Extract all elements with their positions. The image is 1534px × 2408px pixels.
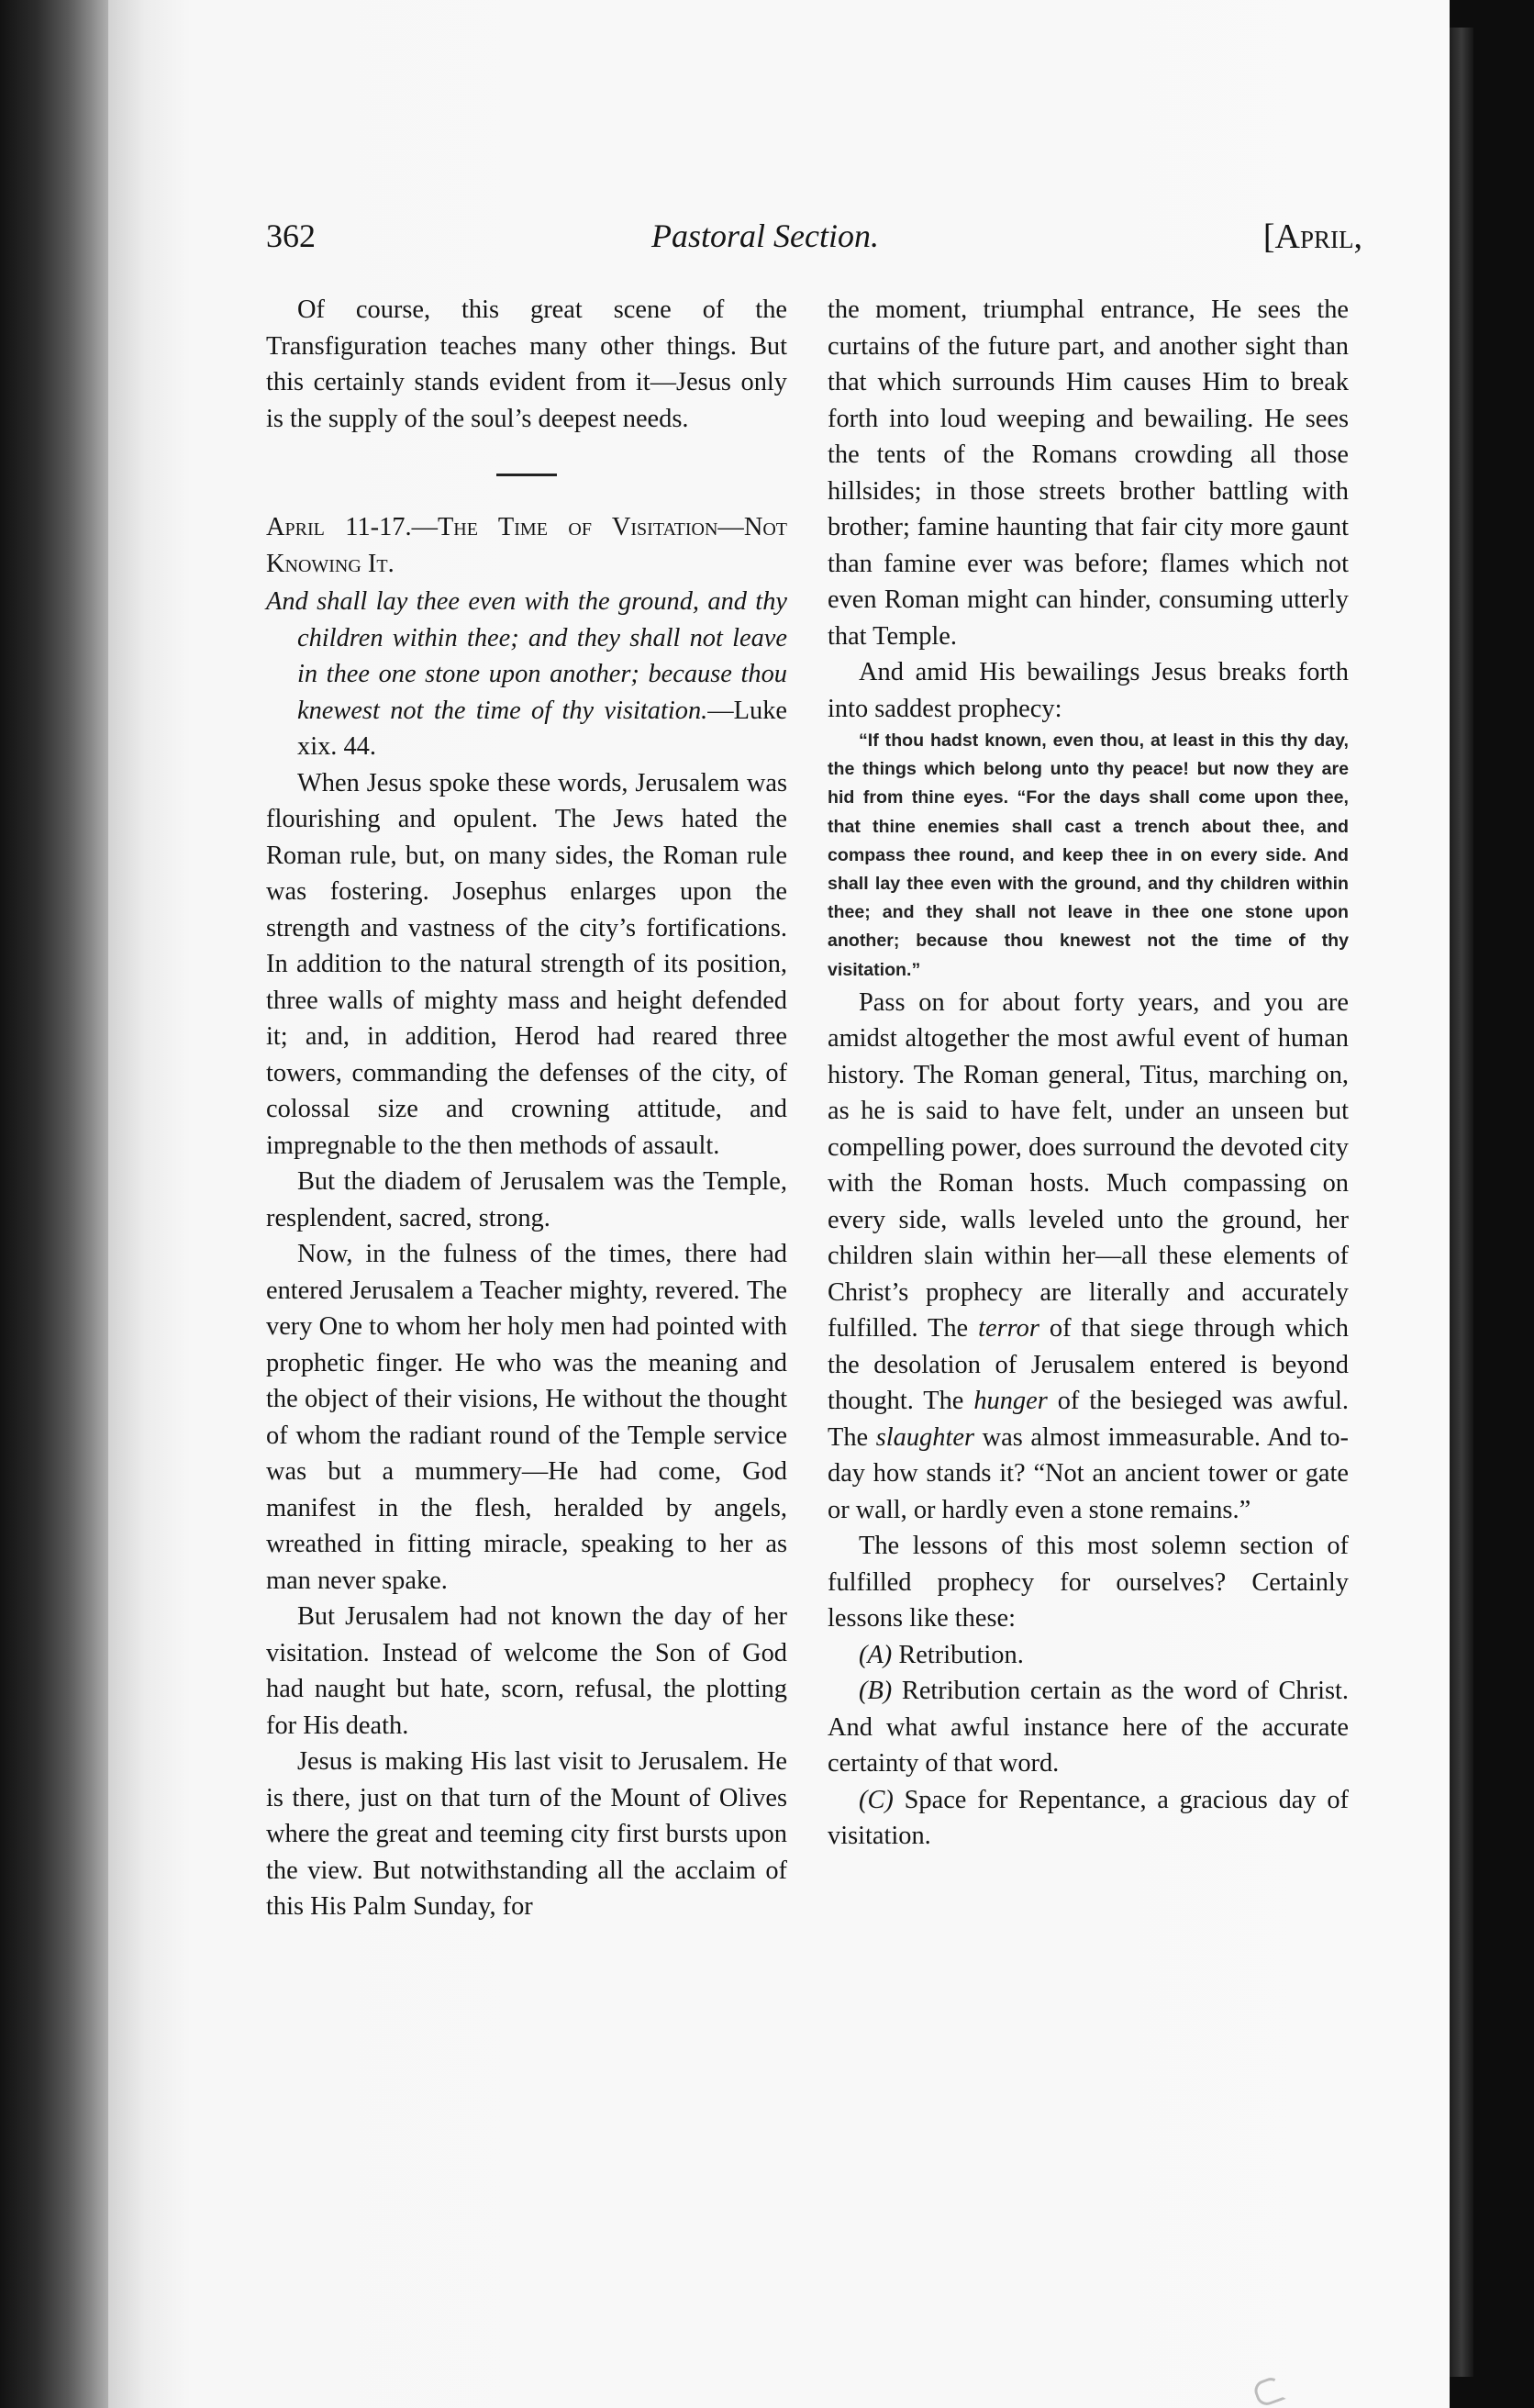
emphasis: terror (978, 1314, 1039, 1343)
lesson-label: (A) (859, 1640, 893, 1669)
paragraph: Now, in the fulness of the times, there had entered Jerusalem a Teacher mighty, revered. The very One to whom her holy men had pointed with prophetic finger. He who was the meaning and the object of their visions, He without the thought of whom the radiant round of the Temple service was but a mummery—He had come, God manifest in the flesh, heralded by angels, wreathed in fitting miracle, speaking to her as man never spake. (266, 1240, 787, 1595)
epigraph-reference: —Luke xix. 44. (297, 696, 787, 761)
text-run: of that siege through which the desolation of Jerusalem entered is beyond thought. The (828, 1314, 1350, 1416)
opening-paragraph: Of course, this great scene of the Transfiguration teaches many other things. But this certainly stands evident from it—Jesus only is the supply of the soul’s deepest needs. (266, 295, 787, 433)
right-column (828, 292, 1349, 1855)
paragraph: When Jesus spoke these words, Jerusalem was flourishing and opulent. The Jews hated the Roman rule, but, on many sides, the Roman rule was fostering. Josephus enlarges upon the strength and vastness of the city’s fortifications. In addition to the natural strength of its position, three walls of mighty mass and height defended it; and, in addition, Herod had reared three towers, commanding the defenses of the city, of colossal size and crowning attitude, and impregnable to the then methods of assault. (266, 768, 787, 1160)
section-divider (496, 474, 557, 476)
lesson-label: (C) (859, 1785, 894, 1814)
lesson-item (828, 1782, 1349, 1855)
paragraph (828, 985, 1349, 1529)
left-column (266, 292, 787, 1925)
lesson-label: (B) (859, 1677, 893, 1706)
text-run: was almost immeasurable. And to-day how stands it? “Not an ancient tower or gate or wall, or hardly even a stone remains.” (828, 1422, 1349, 1524)
section-title: Pastoral Section. (651, 217, 879, 254)
lesson-text: Retribution. (892, 1640, 1024, 1669)
lesson-item (828, 1637, 1349, 1674)
page-edge-shadow (1450, 28, 1473, 2377)
epigraph-text: And shall lay thee even with the ground, and thy children within thee; and they shall not leave in thee one stone upon another; because thou knewest not the time of thy visitation. (266, 587, 787, 725)
text-run: Pass on for about forty years, and you are amidst altogether the most awful event of human history. The Roman general, Titus, marching on, as he is said to have felt, under an unseen but compelling power, does surround the devoted city with the Roman hosts. Much compassing on every side, walls leveled unto the ground, her children slain within her—all these elements of Christ’s prophecy are literally and accurately fulfilled. The (828, 987, 1349, 1343)
page-number: 362 (266, 217, 316, 254)
epigraph (266, 584, 787, 765)
lesson-text: Space for Repentance, a gracious day of visitation. (828, 1785, 1349, 1851)
emphasis: slaughter (875, 1422, 974, 1452)
running-head (266, 217, 1362, 272)
paragraph: But Jerusalem had not known the day of her visitation. Instead of welcome the Son of God had naught but hate, scorn, refusal, the plotting for His death. (266, 1602, 787, 1740)
section-heading: April 11-17.—The Time of Visitation—Not Knowing It. (266, 513, 787, 578)
lesson-item (828, 1673, 1349, 1782)
paragraph: The lessons of this most solemn section of fulfilled prophecy for ourselves? Certainly lessons like these: (828, 1532, 1349, 1633)
book-spine (0, 0, 108, 2408)
lesson-text: Retribution certain as the word of Christ. And what awful instance here of the accurate certainty of that word. (828, 1677, 1349, 1778)
paragraph-continued: the moment, triumphal entrance, He sees the curtains of the future part, and another sight than that which surrounds Him causes Him to break forth into loud weeping and bewailing. He sees the tents of the Romans crowding all those hillsides; in those streets brother battling with brother; famine haunting that fair city more gaunt than famine ever was before; flames which not even Roman might can hinder, consuming utterly that Temple. (828, 295, 1349, 651)
paragraph: But the diadem of Jerusalem was the Temple, resplendent, sacred, strong. (266, 1167, 787, 1232)
paragraph: Jesus is making His last visit to Jerusalem. He is there, just on that turn of the Mount of Olives where the great and teeming city first bursts upon the view. But notwithstanding all the acclaim of this His Palm Sunday, for (266, 1747, 787, 1921)
prophecy-quote: “If thou hadst known, even thou, at least in this thy day, the things which belong unto thy peace! but now they are hid from thine eyes. “For the days shall come upon thee, that thine enemies shall cast a trench about thee, and compass thee round, and keep thee in on every side. And shall lay thee even with the ground, and thy children within thee; and they shall not leave in thee one stone upon another; because thou knewest not the time of thy visitation.” (828, 730, 1349, 980)
text-run: of the besieged was awful. The (828, 1387, 1349, 1452)
emphasis: hunger (973, 1387, 1048, 1416)
paragraph: And amid His bewailings Jesus breaks forth into saddest prophecy: (828, 658, 1349, 723)
running-month: [April, (1262, 217, 1362, 256)
